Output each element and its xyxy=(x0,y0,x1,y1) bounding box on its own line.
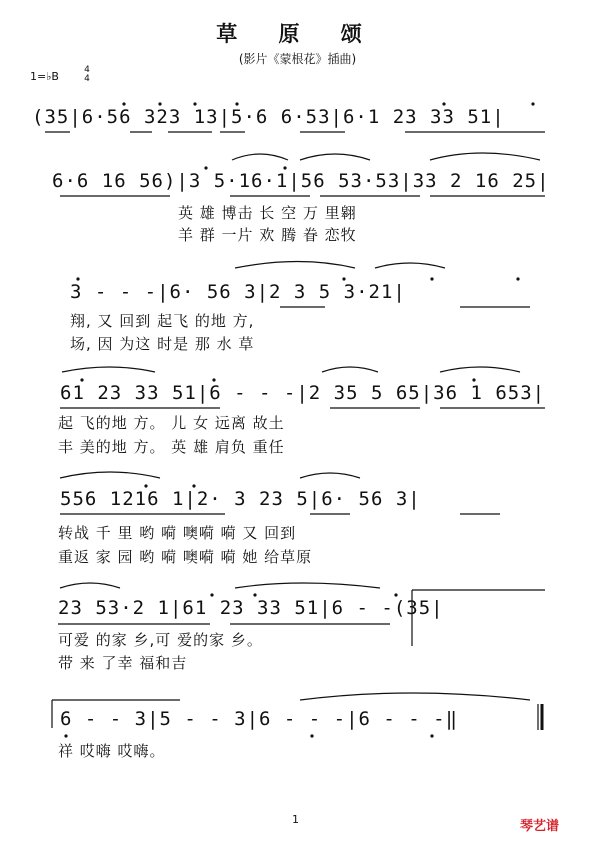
system-6-lyric-1: 可爱 的家 乡,可 爱的家 乡。 xyxy=(58,631,263,649)
slur xyxy=(300,154,370,160)
octave-dot xyxy=(253,593,256,596)
octave-dot xyxy=(193,102,196,105)
slur xyxy=(300,473,360,478)
octave-dot xyxy=(76,277,79,280)
octave-dot xyxy=(430,734,433,737)
system-4-lyric-2: 丰 美的地 方。 英 雄 肩负 重任 xyxy=(58,438,285,456)
slur xyxy=(440,367,520,372)
slur xyxy=(60,472,160,478)
system-5-lyric-1: 转战 千 里 哟 嗬 噢嗬 嗬 又 回到 xyxy=(58,524,297,542)
octave-dot xyxy=(204,166,207,169)
key-signature: 1=♭B xyxy=(30,70,59,83)
slur xyxy=(62,367,155,372)
octave-dot xyxy=(80,378,83,381)
brand-logo: 琴艺谱 xyxy=(520,819,560,834)
octave-dot xyxy=(192,484,195,487)
song-title: 草 原 颂 xyxy=(216,21,379,46)
system-3-notes: 3 - - -|6· 56 3|2 3 5 3·21| xyxy=(70,281,406,303)
system-2-lyric-1: 英 雄 博击 长 空 万 里翱 xyxy=(178,204,357,222)
meter-top: 4 xyxy=(84,65,90,75)
slur xyxy=(430,153,540,160)
system-6-notes: 23 53·2 1|61 23 33 51|6 - -(35| xyxy=(58,597,444,619)
octave-dot xyxy=(144,484,147,487)
slur xyxy=(235,262,355,269)
octave-dot xyxy=(122,102,125,105)
system-5-lyric-2: 重返 家 园 哟 嗬 噢嗬 嗬 她 给草原 xyxy=(58,548,313,566)
slur xyxy=(60,583,120,588)
octave-dot xyxy=(342,277,345,280)
octave-dot xyxy=(64,734,67,737)
system-3-lyric-2: 场, 因 为这 时是 那 水 草 xyxy=(70,335,255,353)
slur xyxy=(232,154,288,160)
octave-dot xyxy=(531,102,534,105)
slur xyxy=(375,263,445,268)
octave-dot xyxy=(516,277,519,280)
system-2-notes: 6·6 16 56)|3 5·16·1|56 53·53|33 2 16 25| xyxy=(52,170,550,192)
page-number: 1 xyxy=(292,813,299,826)
slur xyxy=(322,367,378,372)
slur xyxy=(235,583,380,588)
octave-dot xyxy=(158,102,161,105)
song-subtitle: (影片《蒙根花》插曲) xyxy=(238,52,357,66)
octave-dot xyxy=(283,166,286,169)
octave-dot xyxy=(442,102,445,105)
system-1-notes: (35|6·56 323 13|5·6 6·53|6·1 23 33 51| xyxy=(32,106,505,128)
meter-bottom: 4 xyxy=(84,74,90,84)
system-6-lyric-2: 带 来 了幸 福和吉 xyxy=(58,654,188,672)
system-3-lyric-1: 翔, 又 回到 起飞 的地 方, xyxy=(70,312,255,330)
system-5-notes: 556 1216 1|2· 3 23 5|6· 56 3| xyxy=(60,488,421,510)
system-2-lyric-2: 羊 群 一片 欢 腾 眷 恋牧 xyxy=(178,226,357,244)
octave-dot xyxy=(210,593,213,596)
octave-dot xyxy=(430,277,433,280)
octave-dot xyxy=(472,378,475,381)
octave-dot xyxy=(235,102,238,105)
octave-dot xyxy=(212,378,215,381)
system-7-notes: 6 - - 3|5 - - 3|6 - - -|6 - - -‖ xyxy=(60,708,459,730)
octave-dot xyxy=(394,593,397,596)
octave-dot xyxy=(310,734,313,737)
slur xyxy=(300,693,530,700)
system-4-notes: 61 23 33 51|6 - - -|2 35 5 65|36 1 653| xyxy=(60,382,546,404)
system-4-lyric-1: 起 飞的地 方。 儿 女 远离 故土 xyxy=(58,414,285,432)
system-7-lyric-1: 祥 哎嗨 哎嗨。 xyxy=(58,742,166,760)
